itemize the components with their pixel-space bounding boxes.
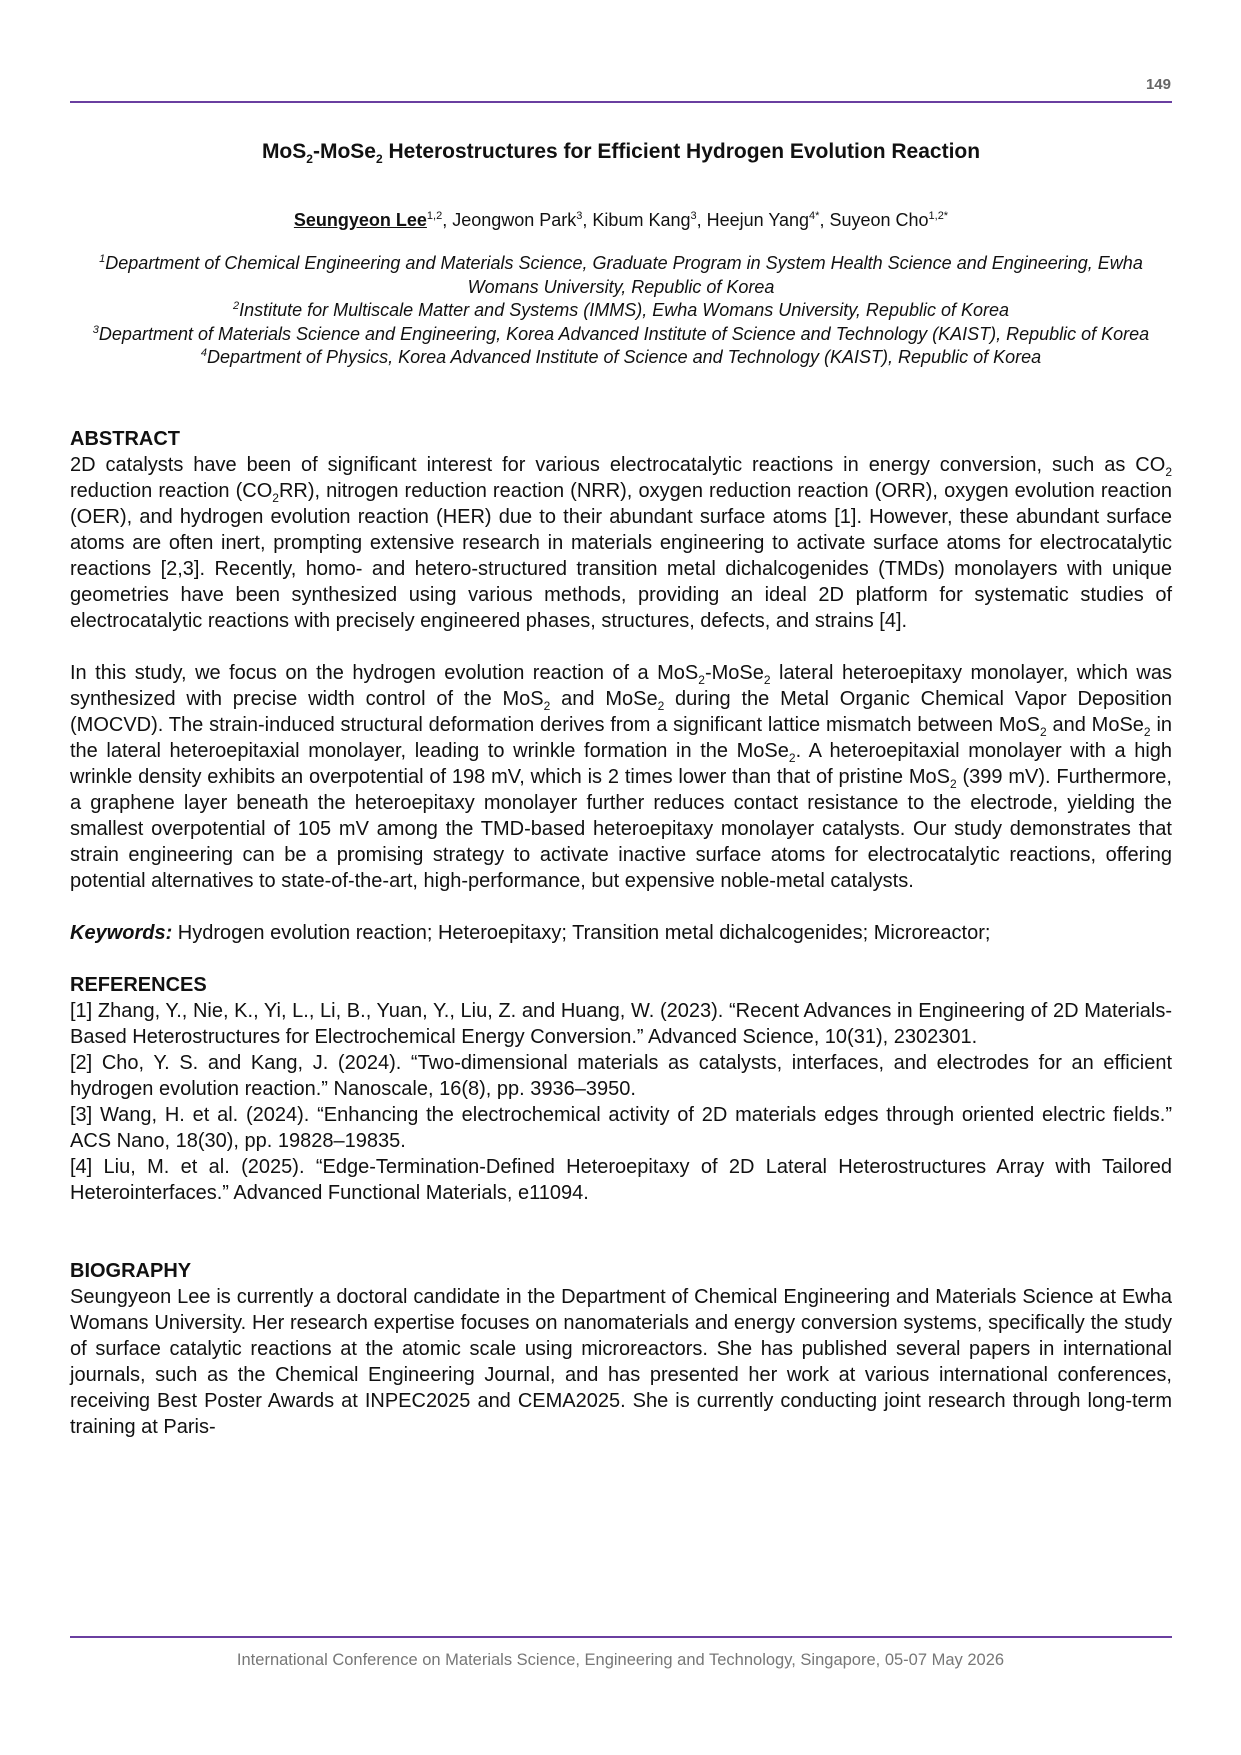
affiliation-text: Department of Physics, Korea Advanced Institute of Science and Technology (KAIST), Republic of Korea [207, 347, 1042, 367]
text-run: and MoSe [550, 687, 658, 710]
subscript: 2 [272, 490, 279, 505]
affiliation-3 [70, 323, 1172, 347]
subscript: 2 [788, 750, 796, 765]
subscript: 2 [763, 672, 771, 687]
subscript: 2 [543, 698, 551, 713]
biography-heading: BIOGRAPHY [70, 1259, 192, 1282]
author: , Suyeon Cho [819, 210, 929, 230]
subscript: 2 [949, 776, 957, 791]
biography-text: Seungyeon Lee is currently a doctoral candidate in the Department of Chemical Engineering and Materials Science at Ewha Womans University. Her research expertise focuses on nanomaterials and energy conversion systems, specifically the study of surface catalytic reactions at the atomic scale using microreactors. She has published several papers in international journals, such as the Chemical Engineering Journal, and has presented her work at various international conferences, receiving Best Poster Awards at INPEC2025 and CEMA2025. She is currently conducting joint research through long-term training at Paris- [70, 1285, 1172, 1438]
subscript: 2 [1039, 724, 1047, 739]
text-run: during the Metal Organic Chemical Vapor Deposition (MOCVD). The strain-induced structural deformation derives from a significant lattice mismatch between MoS [70, 687, 1172, 736]
presenting-author: Seungyeon Lee [293, 210, 427, 230]
subscript: 2 [698, 672, 705, 687]
author: , Kibum Kang [582, 210, 691, 230]
text-run: . A heteroepitaxial monolayer with a high wrinkle density exhibits an overpotential of 198 mV, which is 2 times lower than that of pristine MoS [70, 739, 1173, 788]
affiliation-text: Institute for Multiscale Matter and Systems (IMMS), Ewha Womans University, Republic of Korea [239, 300, 1010, 320]
paper-title [70, 140, 1172, 167]
reference-item: [3] Wang, H. et al. (2024). “Enhancing the electrochemical activity of 2D materials edges through oriented electric fields.” ACS Nano, 18(30), pp. 19828–19835. [70, 1103, 1172, 1152]
affiliation-4 [70, 346, 1172, 370]
title-part: Heterostructures for Efficient Hydrogen Evolution Reaction [382, 140, 981, 163]
abstract-paragraph-1 [70, 452, 1172, 634]
subscript: 2 [657, 698, 665, 713]
text-run: 2D catalysts have been of significant interest for various electrocatalytic reactions in energy conversion, such as CO [70, 453, 1166, 476]
header-rule [70, 101, 1172, 103]
affiliations [70, 252, 1172, 370]
affiliation-text: Department of Materials Science and Engineering, Korea Advanced Institute of Science and Technology (KAIST), Republic of Korea [98, 323, 1150, 344]
affiliation-2 [70, 299, 1172, 323]
text-run: (399 mV). Furthermore, a graphene layer beneath the heteroepitaxy monolayer further reduces contact resistance to the electrode, yielding the smallest overpotential of 105 mV among the TMD-based heteroepitaxy monolayer catalysts. Our study demonstrates that strain engineering can be a promising strategy to activate inactive surface atoms for electrocatalytic reactions, offering potential alternatives to state-of-the-art, high-performance, but expensive noble-metal catalysts. [70, 765, 1172, 892]
title-subscript: 2 [375, 152, 383, 167]
text-run: RR), nitrogen reduction reaction (NRR), oxygen reduction reaction (ORR), oxygen evolution reaction (OER), and hydrogen evolution reaction (HER) due to their abundant surface atoms [1]. However, these abundant surface atoms are often inert, prompting extensive research in materials engineering to activate surface atoms for electrocatalytic reactions [2,3]. Recently, homo- and hetero-structured transition metal dichalcogenides (TMDs) monolayers with unique geometries have been synthesized using various methods, providing an ideal 2D platform for systematic studies of electrocatalytic reactions with precisely engineered phases, structures, defects, and strains [4]. [70, 479, 1172, 632]
reference-item: [2] Cho, Y. S. and Kang, J. (2024). “Two-dimensional materials as catalysts, interfaces, and electrodes for an efficient hydrogen evolution reaction.” Nanoscale, 16(8), pp. 3936–3950. [70, 1051, 1172, 1100]
text-run: In this study, we focus on the hydrogen evolution reaction of a MoS [70, 661, 699, 684]
subscript: 2 [1165, 464, 1172, 479]
author-list [70, 210, 1172, 231]
keywords-text: Hydrogen evolution reaction; Heteroepitaxy; Transition metal dichalcogenides; Microreactor; [172, 921, 991, 944]
text-run: and MoSe [1046, 713, 1144, 736]
author-sup: 1,2* [928, 210, 949, 222]
text-run: lateral heteroepitaxy monolayer, which was synthesized with precise width control of the MoS [70, 661, 1172, 710]
text-run: reduction reaction (CO [70, 479, 273, 502]
author-sup: 3 [690, 210, 697, 222]
abstract-heading: ABSTRACT [70, 427, 180, 450]
footer-rule [70, 1636, 1172, 1638]
affiliation-sup: 2 [232, 300, 240, 312]
reference-item: [1] Zhang, Y., Nie, K., Yi, L., Li, B., Yuan, Y., Liu, Z. and Huang, W. (2023). “Recent Advances in Engineering of 2D Materials-Based Heterostructures for Electrochemical Energy Conversion.” Advanced Science, 10(31), 2302301. [70, 999, 1172, 1048]
text-run: in the lateral heteroepitaxial monolayer, leading to wrinkle formation in the MoSe [70, 713, 1173, 762]
references-heading: REFERENCES [70, 973, 207, 996]
page-number: 149 [1145, 76, 1171, 93]
author-sup: 4* [809, 210, 820, 222]
paper-body [70, 140, 1172, 1440]
text-run: -MoSe [704, 661, 764, 684]
affiliation-text: Department of Chemical Engineering and Materials Science, Graduate Program in System Health Science and Engineering, Ewha Womans University, Republic of Korea [105, 253, 1143, 297]
author: , Heejun Yang [696, 210, 810, 230]
reference-item: [4] Liu, M. et al. (2025). “Edge-Termination-Defined Heteroepitaxy of 2D Lateral Heterostructures Array with Tailored Heterointerfaces.” Advanced Functional Materials, e11094. [70, 1155, 1172, 1204]
affiliation-sup: 1 [99, 253, 106, 265]
affiliation-sup: 4 [200, 347, 207, 359]
conference-footer: International Conference on Materials Science, Engineering and Technology, Singapore, 05-07 May 2026 [236, 1651, 1005, 1669]
author-sup: 3 [576, 210, 583, 222]
affiliation-sup: 3 [92, 323, 99, 336]
author-sup: 1,2 [426, 210, 443, 222]
affiliation-1 [70, 252, 1172, 299]
subscript: 2 [1143, 724, 1151, 739]
author: , Jeongwon Park [442, 210, 577, 230]
abstract-paragraph-2 [70, 660, 1172, 894]
title-part: MoS [261, 140, 307, 163]
title-subscript: 2 [306, 152, 313, 167]
keywords [70, 920, 1172, 946]
title-part: -MoSe [312, 140, 376, 163]
keywords-label: Keywords: [70, 921, 173, 944]
